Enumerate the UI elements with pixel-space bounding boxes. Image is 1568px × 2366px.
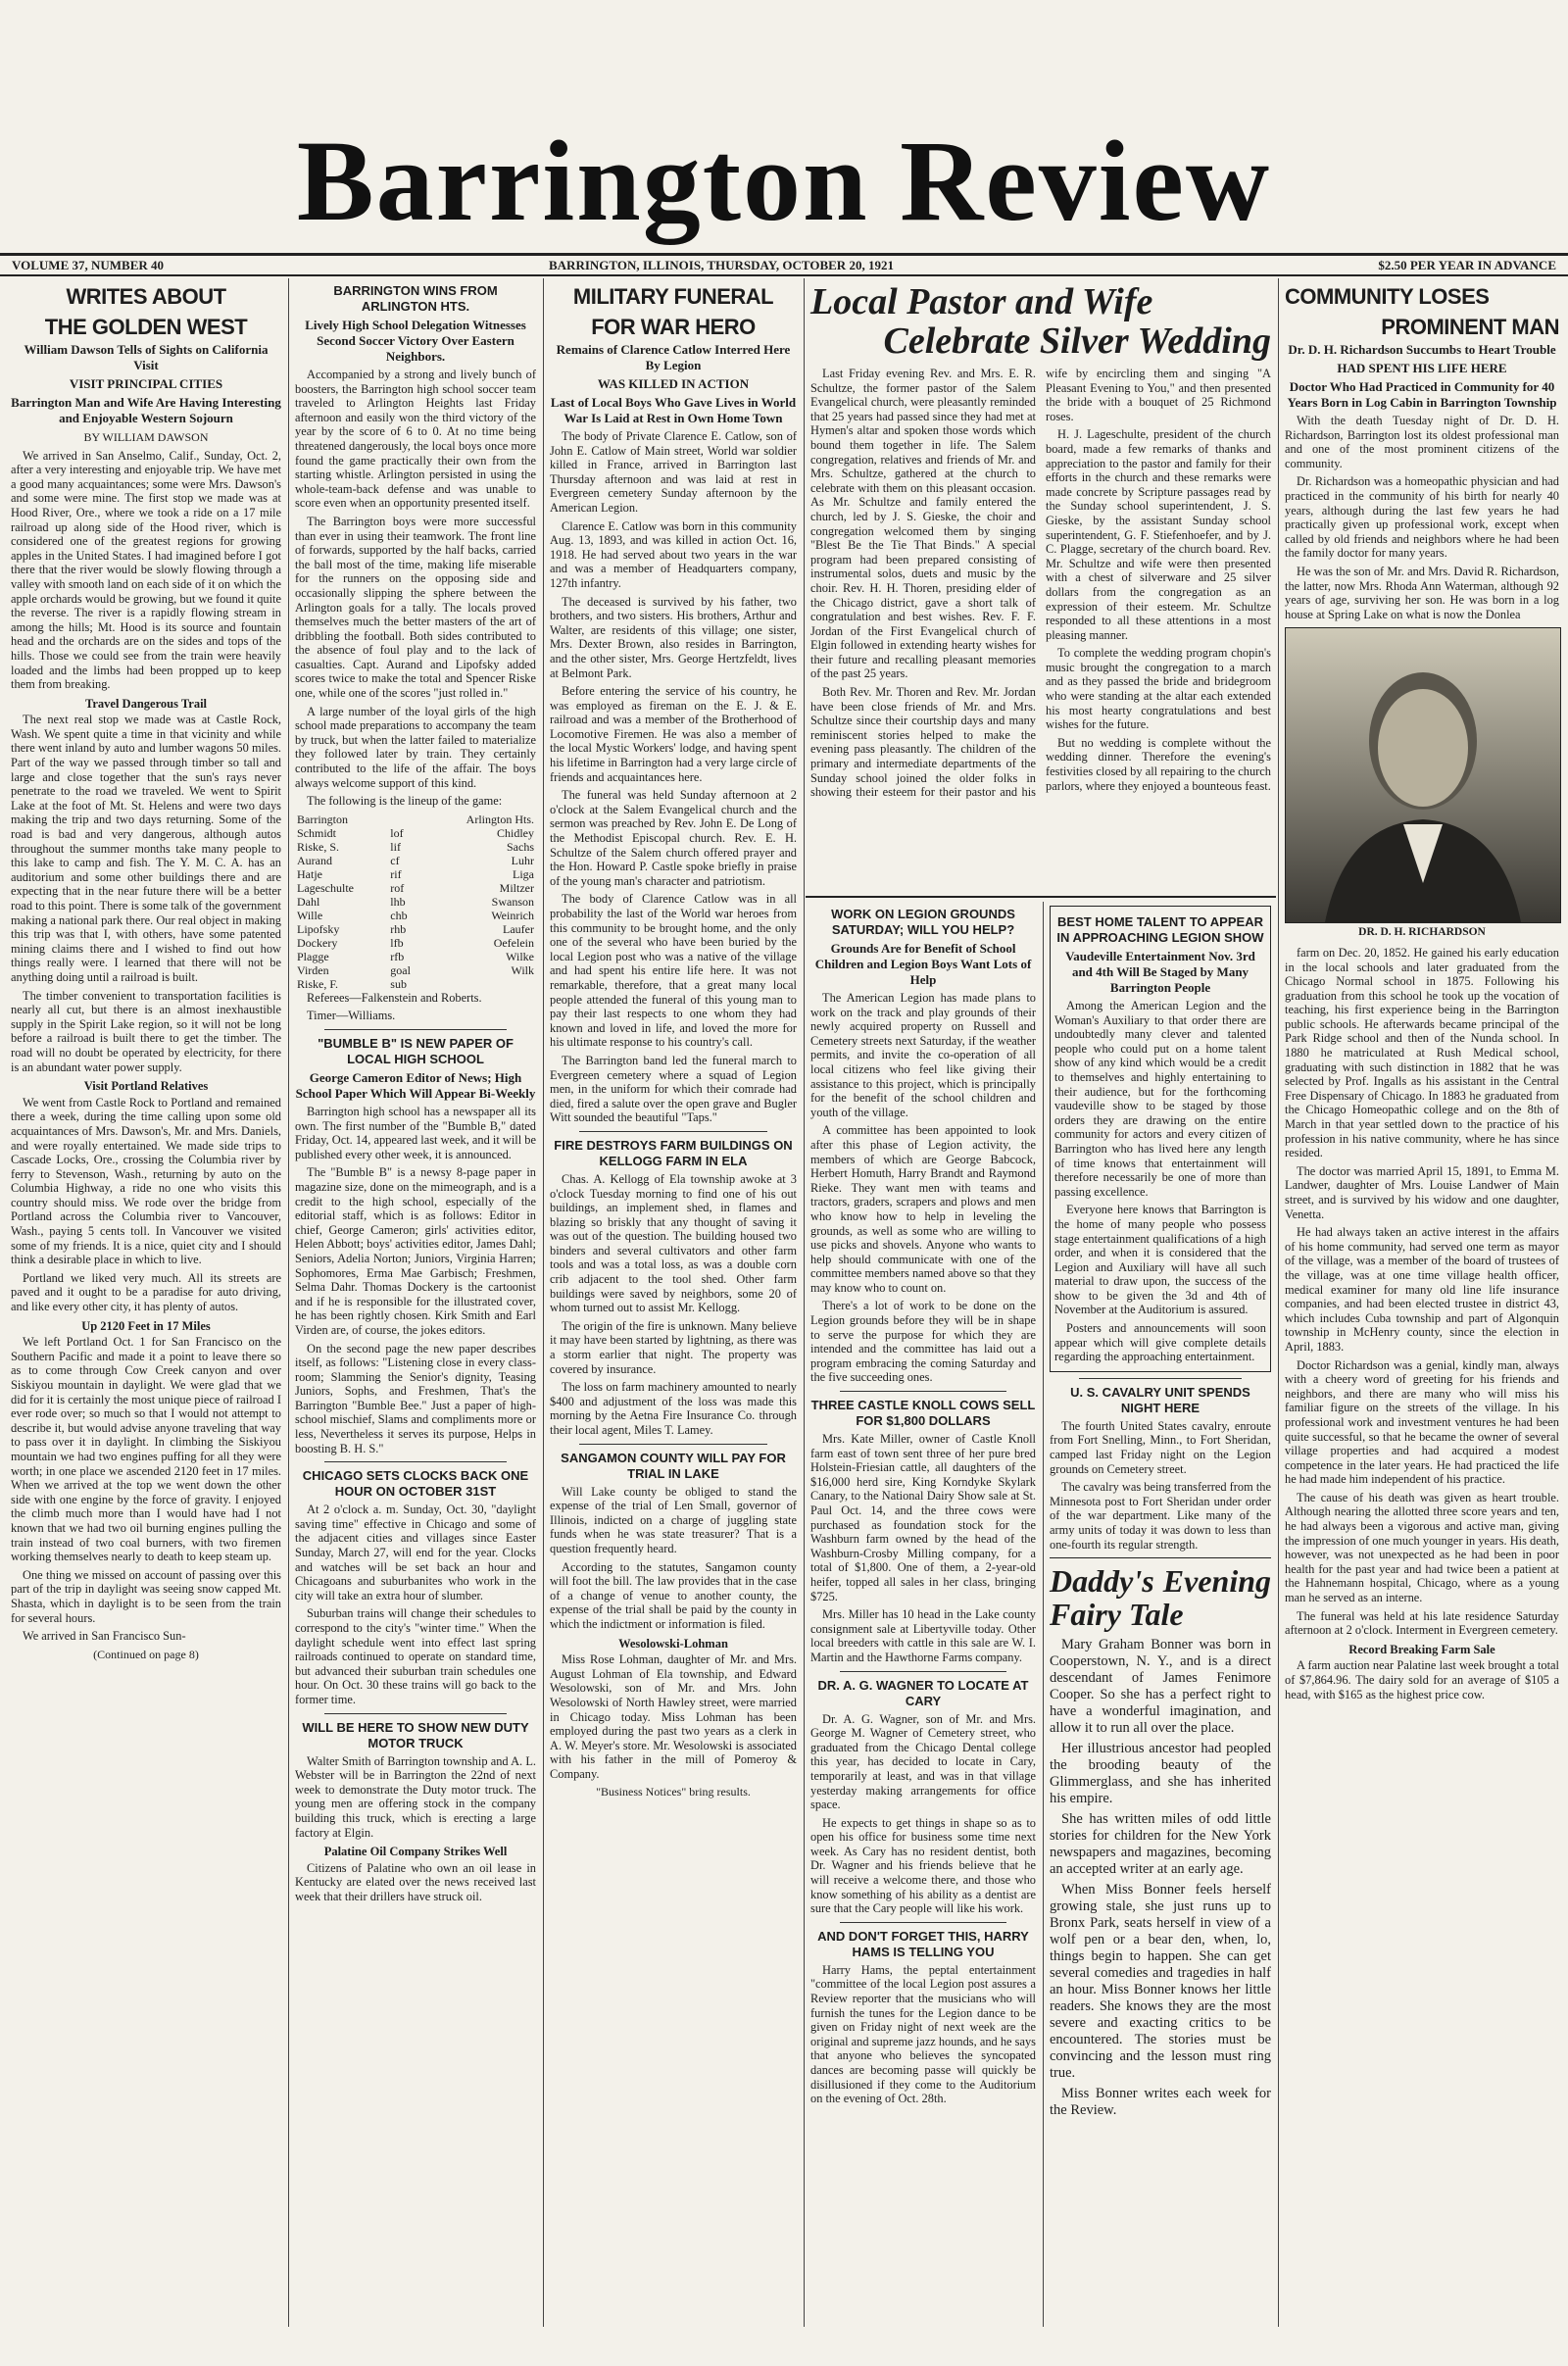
article-divider [324,1029,507,1030]
golden-west-paragraph: We arrived in San Anselmo, Calif., Sunday, Oct. 2, after a very interesting and enjoyable trip. We have met a good many acquaintances; some were Mrs. Dawson's and some were mine. The first stop we made was at Hood River, Ore., where we took a ride on a 17 mile railroad up along side of the Hood river, which is considered one of the greatest regions for growing apples in the United States. I had imagined before I got there that the river would be slowly flowing through a valley with smooth land on each side of it on which the apple orchards would be growing, but we found it quite the reverse. The river is a rapidly flowing stream in among the hills; Mt. Hood is its source and fountain head and the orchards are on the sides and tops of the hills. Those we could see from the train were heavily loaded and the limbs had been propped up to keep them from breaking. [11,448,281,692]
article-divider [840,1671,1006,1672]
column-military-funeral [545,278,802,2327]
clocks-back-paragraph: Suburban trains will change their schedules to correspond to the city's "winter time." When the daylight schedule went into effect last spring railroads continued to operate on standard time, but advanced their suburban train schedules one hour. On Oct. 30 these trains will go back to the former time. [295,1606,536,1706]
article-divider [324,1461,507,1462]
lineup-home: Hatje [297,866,322,881]
military-funeral-paragraph: Before entering the service of his country, he was employed as fireman on the E. J. & E. railroad and was a member of the Brotherhood of Locomotive Firemen. He was also a member of the local Mystic Workers' lodge, and having spent his lifetime in Barrington had a very large circle of friends and acquaintances here. [550,684,797,784]
legion-grounds-paragraph: The American Legion has made plans to work on the track and play grounds of their newly acquired property on Russell and Cemetery streets next Saturday, if the weather permits, and invite the co-operation of all local citizens who feel like giving their assistance to this project, which is principally for the benefit of the school children and youth of the village. [810,991,1036,1119]
lineup-header-pos [388,813,425,826]
farm-fire-paragraph: Chas. A. Kellogg of Ela township awoke at 3 o'clock Tuesday morning to find one of his out buildings, an implement shed, in flames and blazing so briskly that any thought of saving it was out of the question. The building housed two binders and several cultivators and other farm tools and was a total loss, as was a double corn crib adjacent to the tool shed. Other farm buildings were saved by neighbors, some 20 of whom turned out to assist Mr. Kellogg. [550,1171,797,1315]
lineup-away: Laufer [503,921,534,936]
golden-west-byline: BY WILLIAM DAWSON [83,430,209,444]
military-funeral-paragraph: The body of Clarence Catlow was in all probability the last of the World war heroes from this community to be brought home, and the only one of the several who have been buried by the local Legion post who was a native of the village and had spent his entire life here. It was not remarkable, therefore, that a great many local people attended the funeral of this young man to pay their last respects to one whom they had known and loved in life, and loved the more for his ultimate response to his country's call. [550,892,797,1050]
business-notices-quote: "Business Notices" bring results. [596,1785,751,1799]
lineup-pos: lhb [390,894,406,909]
lineup-away: Miltzer [499,880,534,895]
wagner-paragraph: He expects to get things in shape so as to open his office for business some time next week. As Cary has no resident dentist, both Dr. Wagner and his friends believe that he will receive a welcome there, and those who know something of his ability as a dentist are sure that the Cary people will like his work. [810,1815,1036,1916]
lineup-pos: sub [390,976,407,991]
lineup-home: Plagge [297,949,329,963]
lineup-away: Oefelein [493,935,534,950]
legion-grounds-paragraph: There's a lot of work to be done on the Legion grounds before they will be in shape to serve the purpose for which they are intended and the committee has laid out a program embracing the coming Saturday and the five succeeding ones. [810,1299,1036,1385]
bumble-b-paragraph: Barrington high school has a newspaper all its own. The first number of the "Bumble B," dated Friday, Oct. 14, appeared last week, and it will be published every other week, it is announced. [295,1105,536,1161]
military-funeral-paragraph: The funeral was held Sunday afternoon at 2 o'clock at the Salem Evangelical church and the sermon was preached by Rev. John E. De Long of the Methodist Episcopal church. Rev. E. H. Schultze of the Salem church offered prayer and the Hon. Howard P. Castle spoke briefly in praise of the young man's character and patriotism. [550,788,797,888]
military-funeral-deck-1: Remains of Clarence Catlow Interred Here By Legion [556,342,791,372]
lineup-pos: lfb [390,935,404,950]
lineup-pos: rfb [390,949,405,963]
golden-west-paragraph: The next real stop we made was at Castle Rock, Wash. We spent quite a time in that vicinity and while there went inland by auto and lumber wagons 50 miles. Part of the way we passed through timber so tall and large and close together that the sun's rays never penetrate to the road we traveled. We went to Spirit Lake at the foot of Mt. St. Helens and were two days making the trip and two days returning. Some of the road is bad and very dangerous, although autos throughout the summer months take many people to this lake to camp and fish. The Y. M. C. A. has an auditorium and some other buildings there and are expecting that in the near future there will be a better road to this point. There is some talk of the government making a national park there. Our real object in making this trip was that I, with others, have some patented mining claims there and I wished to find out how things really were. I learned that there will not be anything doing until a railroad is built. [11,713,281,984]
community-loses-paragraph: He had always taken an active interest in the affairs of his home community, had served one term as mayor of the village, was a member of the board of trustees of the village, was at one time village health officer, medical examiner for many old line life insurance companies, and had been elected trustee in district 43, which includes Cuba township and part of Algonquin township in McHenry county, since the election in April, 1883. [1285,1225,1559,1354]
lineup-row [295,963,536,977]
column-legion-show [1045,902,1276,2327]
silver-wedding-head-1: Local Pastor and Wife [810,281,1153,322]
bumble-b-paragraph: On the second page the new paper describes itself, as follows: "Listening close in every class-room; Slamming the Senior's dignity, Teasing Juniors, Sophs, and Freshmen, That's the Barrington "Bumble Bee." Just a paper of high-school mischief, Slams and compliments more or less, Nevertheless it serves its purpose, Helps in boosting B. H. S." [295,1341,536,1455]
golden-west-head-2: THE GOLDEN WEST [44,315,248,339]
lineup-home: Wille [297,908,323,922]
community-loses-deck-2: HAD SPENT HIS LIFE HERE [1337,361,1507,375]
legion-grounds-head: WORK ON LEGION GROUNDS SATURDAY; WILL YOU HELP? [831,907,1015,937]
column-rule [288,278,289,2327]
lineup-away: Chidley [497,825,534,840]
wedding-notice-subhead: Wesolowski-Lohman [618,1636,728,1651]
column-golden-west [6,278,286,2327]
lineup-row [295,826,536,840]
lineup-away: Liga [513,866,534,881]
community-loses-head-1: COMMUNITY LOSES [1285,284,1490,309]
lineup-home: Riske, F. [297,976,339,991]
lineup-row [295,881,536,895]
sangamon-paragraph: According to the statutes, Sangamon county will foot the bill. The law provides that in the case of a change of venue to another county, the expense of the trial shall be paid by the county in which the indictment or information is filed. [550,1559,797,1631]
lineup-row [295,854,536,867]
article-divider [324,1713,507,1714]
silver-wedding-paragraph: To complete the wedding program chopin's music brought the congregation to a march and as they passed the bride and bridegroom who were standing at the altar each extended his most hearty congratulations and best wishes for the future. [1046,646,1271,732]
bumble-b-head: "BUMBLE B" IS NEW PAPER OF LOCAL HIGH SCHOOL [318,1036,514,1066]
lineup-away: Swanson [491,894,534,909]
lineup-pos: lif [390,839,401,854]
farm-fire-paragraph: The loss on farm machinery amounted to nearly $400 and adjustment of the loss was made this morning by the Aetna Fire Insurance Co. through their local agent, Miles T. Lamey. [550,1380,797,1437]
community-loses-paragraph: The funeral was held at his late residence Saturday afternoon at 2 o'clock. Interment in Evergreen cemetery. [1285,1608,1559,1638]
lineup-home: Riske, S. [297,839,340,854]
lineup-referees: Referees—Falkenstein and Roberts. [307,990,482,1005]
farm-fire-head: FIRE DESTROYS FARM BUILDINGS ON KELLOGG FARM IN ELA [554,1137,793,1168]
fairy-tale-paragraph: Mary Graham Bonner was born in Cooperstown, N. Y., and is a direct descendant of James Fenimore Cooper. So she has a perfect right to have a wonderful imagination, and allow it to run all over the place. [1050,1637,1271,1737]
barrington-wins-paragraph: A large number of the loyal girls of the high school made preparations to accompany the team by truck, but when the latter failed to materialize they followed later by train. They certainly contributed to the life of the affair. The boys always welcome support of this kind. [295,704,536,790]
golden-west-paragraph: We left Portland Oct. 1 for San Francisco on the Southern Pacific and made it a point to leave there so as to come through Cow Creek canyon and over Siskiyou mountain in daylight. We were glad that we did for it is certainly the most unique piece of railroad I ever rode over; so much so that I would not attempt to describe it, but would advise anyone traveling that way to pass over it in daylight. In climbing the Siskiyou mountain we had two engines puffing for all they were worth; in one place we ascended 2120 feet in 17 miles. When we arrived at the top we went down the other side with one engine by the force of gravity. I enjoyed the climb much more than I would have had I not known that we had two oil burning engines pulling the train instead of two coal burners, with two firemen working themselves nearly to death to keep steam up. [11,1335,281,1564]
lineup-timer: Timer—Williams. [307,1009,396,1023]
legion-show-paragraph: Posters and announcements will soon appear which will give complete details regarding the approaching entertainment. [1054,1321,1266,1364]
military-funeral-deck-3: Last of Local Boys Who Gave Lives in World War Is Laid at Rest in Own Home Town [550,395,797,425]
dont-forget-head: AND DON'T FORGET THIS, HARRY HAMS IS TELLING YOU [817,1928,1029,1959]
farm-sale-subhead: Record Breaking Farm Sale [1348,1642,1495,1656]
lineup-pos: rif [390,866,402,881]
lineup-home: Lipofsky [297,921,340,936]
castle-knoll-head: THREE CASTLE KNOLL COWS SELL FOR $1,800 DOLLARS [810,1398,1036,1429]
legion-grounds-deck: Grounds Are for Benefit of School Children and Legion Boys Want Lots of Help [814,941,1032,987]
cavalry-head: U. S. CAVALRY UNIT SPENDS NIGHT HERE [1070,1384,1250,1415]
community-loses-paragraph: The doctor was married April 15, 1891, to Emma M. Landwer, daughter of Mrs. Louise Landwer of Main street, and is survived by his widow and one daughter, Venetta. [1285,1163,1559,1221]
dont-forget-paragraph: Harry Hams, the peptal entertainment "committee of the local Legion post assures a Review reporter that the musicians who will furnish the tunes for the Legion dance to be given on Friday night of next week are the original and supreme jazz hounds, and he says that anyone who believes the syncopated dances are becoming passe will quickly be disillusioned if they come to the Auditorium on the evening of Oct. 28th. [810,1962,1036,2106]
lineup-row [295,977,536,991]
folio-dateline: BARRINGTON, ILLINOIS, THURSDAY, OCTOBER 20, 1921 [549,258,894,272]
column-community-loses [1280,278,1564,2327]
farm-fire-paragraph: The origin of the fire is unknown. Many believe it may have been started by lightning, as there was a storm earlier that night. The property was covered by insurance. [550,1318,797,1376]
duty-motor-paragraph: Citizens of Palatine who own an oil lease in Kentucky are elated over the news received last week that their drillers have struck oil. [295,1860,536,1903]
wagner-paragraph: Dr. A. G. Wagner, son of Mr. and Mrs. George M. Wagner of Cemetery street, who graduated from the Chicago Dental college this year, has decided to locate in Cary, temporarily at least, and was in that village yesterday making arrangements for office space. [810,1711,1036,1812]
castle-knoll-paragraph: Mrs. Kate Miller, owner of Castle Knoll farm east of town sent three of her pure bred Holstein-Friesian cattle, all daughters of the $16,000 herd sire, King Korndyke Skylark Canary, to the National Dairy Show sale at St. Paul Oct. 14, and the three cows were purchased as foundation stock for the Washburn farm owned by the head of the Washburn-Crosby Milling company, for a total of $1,800. One of them, a 2-year-old heifer, topped all sales in her class, bringing $725. [810,1432,1036,1603]
lineup-row [295,936,536,950]
silver-wedding-paragraph: Last Friday evening Rev. and Mrs. E. R. Schultze, the former pastor of the Salem Evangelical church, were pleasantly reminded that 25 years had passed since they had met at Hymen's altar and spoken those words which bound them together in life. The Salem congregation, relatives and friends of Mr. and Mrs. Schultze, gathered at the church to celebrate with them on this pleasant occasion. As Mr. Schultze and family entered the church, led by J. S. Gieske, the choir and congregation welcomed them by singing "Blest Be the Tie That Binds." A special program had been prepared consisting of instrumental solos, duets and music by the choir. Rev. H. H. Thoren, presiding elder of the Chicago district, gave a short talk of congratulation and best wishes. Rev. F. F. Jordan of the First Evangelical church of Elgin followed in extending hearty wishes for their future and recalling pleasant memories of the past 25 years. [810,367,1036,681]
lineup-away: Wilke [506,949,534,963]
military-funeral-paragraph: The deceased is survived by his father, two brothers, and two sisters. His brothers, Arthur and Walter, are residents of this village; one sister, Mrs. Dexter Brown, also resides in Barrington, and the other sister, Mrs. George Hertzfeldt, lives at Belmont Park. [550,594,797,680]
silver-wedding-paragraph: But no wedding is complete without the wedding dinner. Therefore the evening's festivities closed by all repairing to the church parlors, where they enjoyed a bounteous feast. [1046,735,1271,793]
lineup-away: Wilk [511,962,534,977]
community-loses-paragraph: He was the son of Mr. and Mrs. David R. Richardson, the latter, now Mrs. Rhoda Ann Waterman, although 92 years of age, surviving her son. He was born in a log house at Spring Lake on what is now the Donlea [1285,564,1559,621]
article-divider [1079,1378,1242,1379]
portrait-photo [1285,627,1561,923]
lineup-home: Lageschulte [297,880,354,895]
silver-wedding-body [810,367,1271,800]
lineup-row [295,922,536,936]
lineup-home: Virden [297,962,329,977]
duty-motor-subhead: Palatine Oil Company Strikes Well [323,1845,508,1859]
article-divider [840,1922,1006,1923]
lineup-row [295,867,536,881]
fairy-tale-paragraph: Her illustrious ancestor had peopled the brooding beauty of the Glimmerglass, and she has inherited his empire. [1050,1741,1271,1807]
column-rule [804,278,805,2327]
golden-west-paragraph: Portland we liked very much. All its streets are paved and it ought to be a paradise for auto driving, and like every other city, it has plenty of autos. [11,1270,281,1314]
masthead-title: Barrington Review [296,117,1272,245]
article-divider [579,1131,767,1132]
golden-west-subhead: Up 2120 Feet in 17 Miles [81,1318,211,1333]
military-funeral-paragraph: The body of Private Clarence E. Catlow, son of John E. Catlow of Main street, World war soldier killed in France, arrived in Barrington last Thursday afternoon and was laid at rest in Evergreen cemetery Sunday afternoon by the American Legion. [550,429,797,515]
article-divider [1050,1557,1271,1558]
fairy-tale-paragraph: She has written miles of odd little stories for children for the New York newspapers and magazines, becoming an accepted writer at an early age. [1050,1811,1271,1878]
lineup-home: Aurand [297,853,332,867]
golden-west-paragraph: We went from Castle Rock to Portland and remained there a week, during the time calling upon some old acquaintances of Mrs. Dawson's, Mr. and Mrs. Daniels, and were royally entertained. We made side trips to Cascade Locks, Ore., crossing the Columbia river by ferry to Stevenson, Wash., returning by auto on the Columbia Highway, a ride no one who visits this country should miss. We rode over the bridge from Portland across the Columbia river to Vancouver, Wash., paying 5 cents toll. In Vancouver we visited some of my friends. It is a nice, quiet city and I should think a desirable place in which to live. [11,1095,281,1267]
fairy-tale-paragraph: Miss Bonner writes each week for the Review. [1050,2086,1271,2119]
silver-wedding-block [806,278,1276,896]
lineup-pos: cf [390,853,400,867]
folio-rule [0,274,1568,276]
lineup-row [295,909,536,922]
military-funeral-paragraph: Clarence E. Catlow was born in this community Aug. 13, 1893, and was killed in action Oct. 16, 1918. He had served about two years in the war and was a member of Headquarters company, 127th infantry. [550,518,797,590]
legion-show-deck: Vaudeville Entertainment Nov. 3rd and 4th Will Be Staged by Many Barrington People [1065,949,1255,995]
article-divider [579,1444,767,1445]
column-rule [543,278,544,2327]
golden-west-paragraph: One thing we missed on account of passing over this part of the trip in daylight was seeing snow capped Mt. Shasta, which in daylight is to be seen from the train for several hours. [11,1567,281,1625]
cavalry-paragraph: The cavalry was being transferred from the Minnesota post to Fort Sheridan under order of the war department. Like many of the army units of today it was down to less than one-fourth its regular strength. [1050,1480,1271,1552]
lineup-row [295,950,536,963]
golden-west-deck-2: VISIT PRINCIPAL CITIES [69,376,223,391]
lineup-away [425,977,536,991]
portrait-figure-icon [1286,628,1560,922]
folio-price: $2.50 PER YEAR IN ADVANCE [1378,258,1556,272]
barrington-wins-paragraph: The following is the lineup of the game: [307,794,503,809]
barrington-wins-paragraph: Accompanied by a strong and lively bunch of boosters, the Barrington high school soccer team traveled to Arlington Heights last Friday afternoon and easily won the third victory of the year by the score of 6 to 0. At no time being threatened dangerously, the local boys once more found the game practically their own from the starting whistle. Arlington persisted in using the whole-team-back defense and was unable to score even when an opportunity presented itself. [295,368,536,511]
fairy-tale-head: Daddy's Evening Fairy Tale [1050,1563,1271,1633]
golden-west-deck-1: William Dawson Tells of Sights on California Visit [24,342,269,372]
barrington-wins-head: BARRINGTON WINS FROM ARLINGTON HTS. [333,283,498,314]
sangamon-paragraph: Will Lake county be obliged to stand the expense of the trial of Len Small, governor of Illinois, indicted on a charge of juggling state funds when he was state treasurer? That is a question frequently heard. [550,1484,797,1555]
legion-grounds-paragraph: A committee has been appointed to look after this phase of Legion activity, the members of which are George Babcock, Herbert Homuth, Harry Brandt and Raymond Rieke. They want men with teams and tractors, graders, scrapers and plows and men who know how to help in leveling the grounds, as well as some who are willing to use picks and shovels. Anyone who wants to help should communicate with one of the committee members named above so that they may know who to count on. [810,1123,1036,1295]
military-funeral-deck-2: WAS KILLED IN ACTION [597,376,750,391]
column-rule [1278,278,1279,2327]
silver-wedding-head-2: Celebrate Silver Wedding [883,320,1271,362]
community-loses-paragraph: farm on Dec. 20, 1852. He gained his early education in the local schools and later graduated from the Chicago Normal school in 1875. Following his graduation from this school he took up the vocation of teaching, his first experience being in the Barrington public schools. He afterwards became principal of the Park Ridge school and then of the Nunda school. In 1880 he matriculated at Rush Medical school, graduating with such distinction in 1882 that he was selected by Prof. Ingalls as his assistant in the Central Free Dispensary of Chicago. In 1883 he graduated from the Chicago Homeopathic college and on the 8th of March in that year settled down to the practice of his profession in his native community, where he has since resided. [1285,945,1559,1160]
article-divider [840,1391,1006,1392]
silver-wedding-paragraph: Both Rev. Mr. Thoren and Rev. Mr. Jordan have been close friends of Mr. and Mrs. Schultze since their courtship days and many reminiscent stories helped to make the evening pass pleasantly. The children of the primary and intermediate departments of the Sunday school joined the older folks in showing their esteem for their pastor and his wife by encircling them and singing "A Pleasant Evening to You," and then presented the bride with a bouquet of 25 Richmond roses. [810,367,1271,800]
duty-motor-head: WILL BE HERE TO SHOW NEW DUTY MOTOR TRUCK [302,1719,529,1750]
community-loses-deck-3: Doctor Who Had Practiced in Community for 40 Years Born in Log Cabin in Barrington Township [1287,379,1557,410]
community-loses-paragraph: Doctor Richardson was a genial, kindly man, always with a cheery word of greeting for his friends and neighbors, and there are many who will miss his familiar figure on the streets of the village. In his professional work and investment ventures he had been quite successful, so that he became the owner of several village properties and had acquired a modest competence in the later years. He had practiced the life he had made him independent of his practice. [1285,1357,1559,1487]
barrington-wins-paragraph: The Barrington boys were more successful than ever in using their teamwork. The front line of forwards, supported by the half backs, carried the ball most of the time, making life miserable for the runners on the opposing side and occasionally slipping the sphere between the Arlington goals for a tally. The locals proved themselves much the better masters of the art of dribbling the football. Both sides contributed to the absence of foul play and to the lack of casualties. Capt. Aurand and Lipofsky added scores twice to make the total and Spencer Riske one, while one of the scores "just rolled in." [295,514,536,701]
lineup-header-home: Barrington [297,812,348,826]
golden-west-paragraph: We arrived in San Francisco Sun- [23,1629,186,1644]
lineup-home: Dockery [297,935,338,950]
silver-wedding-rule [806,896,1276,898]
fairy-tale-paragraph: When Miss Bonner feels herself growing stale, she just runs up to Bronx Park, seats herself in view of a wolf pen or a bear den, when, lo, things begin to happen. She can get several comedies and tragedies in half an hour. Miss Bonner knows her little readers. She knows they are the most severe and exacting critics to be encountered. The stories must be convincing and the lesson must ring true. [1050,1882,1271,2082]
golden-west-subhead: Visit Portland Relatives [83,1079,209,1094]
lineup-pos: rof [390,880,405,895]
lineup-row [295,895,536,909]
clocks-back-paragraph: At 2 o'clock a. m. Sunday, Oct. 30, "daylight saving time" effective in Chicago and some of the adjacent cities and villages since Easter Sunday, March 27, will end for the year. Clocks and watches will be set back an hour and Chicagoans and suburbanites who work in the city will take an extra hour of slumber. [295,1503,536,1602]
fairy-tale-body [1050,1637,1271,2119]
wagner-head: DR. A. G. WAGNER TO LOCATE AT CARY [817,1677,1029,1708]
castle-knoll-paragraph: Mrs. Miller has 10 head in the Lake county consignment sale at Libertyville today. Other local breeders with cattle in this sale are W. I. Martin and the Hawthorne Farms company. [810,1607,1036,1664]
community-loses-paragraph: The cause of his death was given as heart trouble. Although nearing the allotted three score years and ten, he had always been a vigorous and active man, giving the impression of one much younger in years. His death, however, was not unexpected as he had been in poor health for the past year and had twice been a patient at the Hahnemann hospital, Chicago, where as a young man he served as an interne. [1285,1490,1559,1605]
legion-show-paragraph: Among the American Legion and the Woman's Auxiliary to that order there are undoubtedly many clever and talented people who could put on a home talent show of any kind which would be a credit to themselves and highly entertaining to their audience, but for the forthcoming vaudeville show to be staged by those orders they are drawing on the entire community for actors and every citizen of Barrington who has lived here any length of time knows that entertainment will therefore necessarily be one of more than passing excellence. [1054,999,1266,1199]
golden-west-paragraph: The timber convenient to transportation facilities is nearly all cut, but there is an almost inexhaustible supply in the Spirit Lake region, so it will not be long before a railroad is built there to get the timber. The road will no doubt be operated by electricity, for there is an abundant water power supply. [11,988,281,1074]
community-loses-head-2: PROMINENT MAN [1381,315,1559,339]
legion-show-box [1050,906,1271,1372]
lineup-header-away: Arlington Hts. [466,812,534,826]
clocks-back-head: CHICAGO SETS CLOCKS BACK ONE HOUR ON OCTOBER 31ST [302,1468,529,1500]
column-rule [1043,902,1044,2327]
folio-volume: VOLUME 37, NUMBER 40 [12,258,165,272]
legion-show-paragraph: Everyone here knows that Barrington is the home of many people who possess stage entertainment qualifications of a high order, and when it is considered that the Legion and Auxiliary will have all such material to draw upon, the success of the show to be given the 3d and 4th of November at the Auditorium is assured. [1054,1203,1266,1317]
lineup-header-row [295,813,536,826]
lineup-away: Luhr [511,853,534,867]
military-funeral-head-2: FOR WAR HERO [591,315,756,339]
lineup-away: Weinrich [491,908,534,922]
community-loses-paragraph: With the death Tuesday night of Dr. D. H. Richardson, Barrington lost its oldest professional man and one of the most prominent citizens of the community. [1285,414,1559,470]
community-loses-paragraph: Dr. Richardson was a homeopathic physician and had practiced in the community of his birth for nearly 40 years, although during the last few years he had practically given up professional work, except when called by old friends and neighbors where he had been the family doctor for many years. [1285,474,1559,561]
duty-motor-paragraph: Walter Smith of Barrington township and A. L. Webster will be in Barrington the 22nd of next week to demonstrate the Duty motor truck. The young men are offering stock in the company building this truck, which is erecting a large factory at Elgin. [295,1753,536,1840]
lineup-home: Schmidt [297,825,337,840]
continued-on-page-link[interactable]: (Continued on page 8) [93,1647,199,1661]
golden-west-deck-3: Barrington Man and Wife Are Having Interesting and Enjoyable Western Sojourn [11,395,281,425]
barrington-wins-deck: Lively High School Delegation Witnesses Second Soccer Victory Over Eastern Neighbors. [305,318,526,364]
golden-west-head-1: WRITES ABOUT [66,284,226,309]
farm-sale-paragraph: A farm auction near Palatine last week brought a total of $7,864.96. The dairy sold for an average of $105 a head, with $165 as the highest price cow. [1285,1658,1559,1701]
community-loses-deck-1: Dr. D. H. Richardson Succumbs to Heart Trouble [1288,342,1556,357]
lineup-pos: rhb [390,921,407,936]
silver-wedding-paragraph: H. J. Lageschulte, president of the church board, made a few remarks of thanks and appreciation to the pastor and family for their efforts in the church and these remarks were made concrete by Scripture passages read by the Sunday school superintendent, J. S. Gieske, by the assistant Sunday school superintendent, G. F. Stiefenhoefer, and by J. C. Plagge, secretary of the church board. Rev. Mr. Schultze and wife were then presented with a chest of silverware and 25 silver dollars from the congregation as an expression of their esteem. Mr. Schultze responded to all these attentions in a most pleasing manner. [1046,427,1271,642]
lineup-pos: lof [390,825,404,840]
bumble-b-paragraph: The "Bumble B" is a newsy 8-page paper in magazine size, done on the mimeograph, and is a credit to the high school, especially of the editorial staff, which is as follows: Editor in chief, George Cameron; girls' activities editor, Helen Abbott; boys' activities editor, James Dahl; Seniors, Adelia Norton; Juniors, Virginia Harren; Sophomores, Erma Mae Garbisch; Freshmen, Selma Dahr. Thomas Dockery is the cartoonist and if he is responsible for the illustrated cover, he has been rightly chosen. Kirk Smith and Earl Virden are, of course, the jokes editors. [295,1165,536,1337]
lineup-table [295,813,536,991]
portrait-caption: DR. D. H. RICHARDSON [1358,926,1486,939]
bumble-b-deck: George Cameron Editor of News; High School Paper Which Will Appear Bi-Weekly [295,1070,536,1101]
military-funeral-paragraph: The Barrington band led the funeral march to Evergreen cemetery where a squad of Legion men, in the uniform for which their comrade had died, fired a salute over the open grave and Bugler Witt sounded the beautiful "Taps." [550,1053,797,1125]
legion-show-head: BEST HOME TALENT TO APPEAR IN APPROACHING LEGION SHOW [1056,914,1264,945]
sangamon-head: SANGAMON COUNTY WILL PAY FOR TRIAL IN LAKE [561,1450,786,1481]
lineup-row [295,840,536,854]
military-funeral-head-1: MILITARY FUNERAL [572,284,774,309]
cavalry-paragraph: The fourth United States cavalry, enroute from Fort Snelling, Minn., to Fort Sheridan, camped last Friday night on the Legion grounds on Cemetery street. [1050,1418,1271,1476]
wedding-notice-paragraph: Miss Rose Lohman, daughter of Mr. and Mrs. August Lohman of Ela township, and Edward Wesolowski, son of Mr. and Mrs. John Wesolowski of North Hawley street, were married in Chicago today. Miss Lohman has been employed during the past two years as a clerk in A. W. Meyer's store. Mr. Wesolowski is associated with his father in the mill of Pomeroy & Company. [550,1652,797,1781]
golden-west-subhead: Travel Dangerous Trail [84,696,208,711]
masthead-rule [0,253,1568,256]
lineup-pos: chb [390,908,408,922]
lineup-away: Sachs [507,839,534,854]
column-legion-grounds [806,902,1041,2327]
lineup-pos: goal [390,962,411,977]
lineup-home: Dahl [297,894,320,909]
column-sports-school [290,278,541,2327]
